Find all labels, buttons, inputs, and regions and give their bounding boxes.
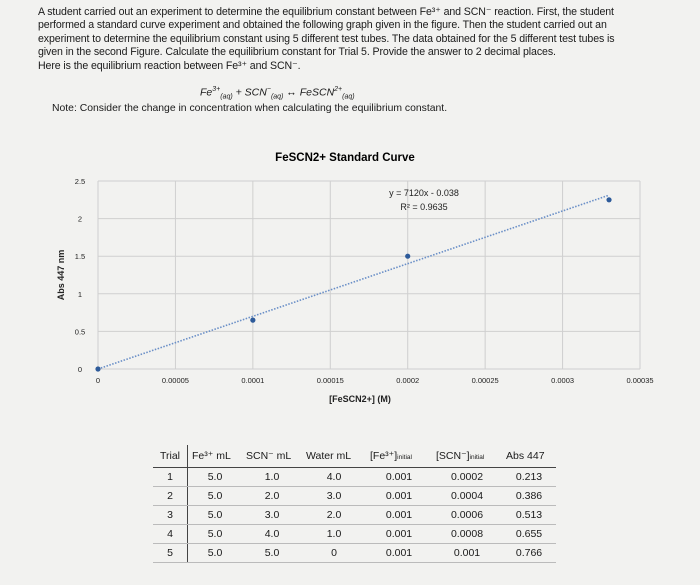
reactant-scn-state: (aq)	[270, 93, 284, 101]
cell-fe: 5.0	[188, 487, 243, 506]
cell-fe: 5.0	[188, 544, 243, 563]
reactant-scn: + SCN	[232, 86, 267, 99]
cell-trial: 2	[153, 487, 188, 506]
cell-abs: 0.213	[502, 468, 556, 487]
product-state: (aq)	[342, 93, 355, 101]
table-body	[153, 468, 556, 563]
cell-trial: 5	[153, 544, 188, 563]
table-row	[153, 506, 556, 525]
cell-trial: 1	[153, 468, 188, 487]
trendline-equation: y = 7120x - 0.038	[389, 188, 459, 198]
chart-title: FeSCN2+ Standard Curve	[275, 152, 415, 164]
header-fe-initial	[366, 445, 432, 468]
table-row	[153, 468, 556, 487]
cell-abs: 0.513	[502, 506, 556, 525]
header-water-ml: Water mL	[302, 445, 366, 468]
table-row	[153, 525, 556, 544]
cell-scn-init: 0.001	[432, 544, 502, 563]
cell-fe-init: 0.001	[366, 506, 432, 525]
cell-water: 0	[302, 544, 366, 563]
cell-water: 3.0	[302, 487, 366, 506]
header-fe-initial-sub: initial	[397, 454, 412, 461]
header-fe-initial-main: [Fe³⁺]	[370, 450, 398, 462]
cell-fe-init: 0.001	[366, 544, 432, 563]
y-tick-label: 1.5	[74, 252, 86, 262]
table-row	[153, 487, 556, 506]
trendline	[98, 195, 609, 369]
y-axis-ticks	[75, 177, 85, 374]
question-line: Here is the equilibrium reaction between Fe³⁺ and SCN⁻.	[38, 59, 301, 72]
x-tick-label: 0.00015	[316, 376, 344, 385]
cell-scn: 1.0	[242, 468, 302, 487]
question-line: experiment to determine the equilibrium constant using 5 different test tubes. The data obtained for the 5 different test tubes is	[38, 32, 615, 45]
header-scn-initial-sub: initial	[469, 454, 485, 461]
question-text	[38, 6, 658, 73]
header-scn-ml: SCN⁻ mL	[242, 445, 302, 468]
data-point	[95, 366, 100, 371]
cell-scn-init: 0.0006	[432, 506, 502, 525]
reactant-fe: Fe	[200, 86, 213, 99]
reactant-scn-charge: −	[266, 86, 271, 93]
header-scn-initial-main: [SCN⁻]	[436, 450, 470, 462]
cell-scn: 2.0	[242, 487, 302, 506]
y-tick-label: 2	[77, 214, 83, 224]
x-tick-label: 0.00035	[626, 376, 654, 385]
cell-scn-init: 0.0008	[432, 525, 502, 544]
table-header-row	[153, 445, 556, 468]
data-points	[95, 197, 611, 371]
reaction-equation	[200, 86, 355, 101]
product-charge: 2+	[334, 86, 343, 93]
cell-water: 1.0	[302, 525, 366, 544]
x-tick-label: 0.0001	[241, 376, 265, 385]
y-tick-label: 1	[77, 289, 83, 299]
cell-scn: 5.0	[242, 544, 302, 563]
y-tick-label: 0.5	[74, 327, 86, 337]
cell-fe: 5.0	[188, 468, 243, 487]
header-trial: Trial	[153, 445, 188, 468]
reactant-fe-state: (aq)	[220, 93, 233, 101]
question-line: performed a standard curve experiment and obtained the following graph given in the figure. Then the student carried out an	[38, 19, 607, 32]
header-fe-ml: Fe³⁺ mL	[188, 445, 243, 468]
cell-water: 2.0	[302, 506, 366, 525]
trial-data-table	[153, 445, 556, 563]
x-tick-label: 0.00005	[161, 376, 189, 385]
trendline-group	[98, 195, 609, 369]
cell-abs: 0.766	[502, 544, 556, 563]
header-abs: Abs 447	[502, 445, 556, 468]
table-row	[153, 544, 556, 563]
x-tick-label: 0.0003	[551, 376, 575, 385]
cell-scn-init: 0.0004	[432, 487, 502, 506]
cell-fe-init: 0.001	[366, 487, 432, 506]
question-line: given in the second Figure. Calculate the equilibrium constant for Trial 5. Provide the answer to 2 decimal places.	[38, 46, 556, 59]
r-squared-label: R² = 0.9635	[400, 202, 448, 212]
data-point	[606, 197, 611, 202]
data-point	[250, 318, 255, 323]
reactant-fe-charge: 3+	[212, 86, 221, 93]
cell-fe: 5.0	[188, 525, 243, 544]
x-tick-label: 0.00025	[471, 376, 499, 385]
cell-trial: 4	[153, 525, 188, 544]
cell-trial: 3	[153, 506, 188, 525]
cell-water: 4.0	[302, 468, 366, 487]
y-axis-label: Abs 447 nm	[56, 249, 66, 301]
x-axis-ticks	[96, 376, 654, 385]
cell-abs: 0.655	[502, 525, 556, 544]
cell-fe-init: 0.001	[366, 468, 432, 487]
standard-curve-chart	[0, 140, 700, 410]
header-scn-initial	[432, 445, 502, 468]
cell-fe-init: 0.001	[366, 525, 432, 544]
y-tick-label: 2.5	[74, 177, 86, 186]
cell-fe: 5.0	[188, 506, 243, 525]
product-fescn: ↔ FeSCN	[283, 86, 335, 99]
cell-scn-init: 0.0002	[432, 468, 502, 487]
question-line: A student carried out an experiment to determine the equilibrium constant between Fe³⁺ and SCN⁻ reaction. First, the student	[38, 6, 614, 18]
chart-grid	[98, 181, 640, 369]
cell-scn: 4.0	[242, 525, 302, 544]
cell-scn: 3.0	[242, 506, 302, 525]
x-axis-label: [FeSCN2+] (M)	[329, 394, 391, 404]
x-tick-label: 0	[95, 376, 101, 385]
data-point	[405, 254, 410, 259]
note-text: Note: Consider the change in concentration when calculating the equilibrium constant.	[52, 103, 448, 114]
x-tick-label: 0.0002	[396, 376, 420, 385]
y-tick-label: 0	[77, 365, 83, 374]
cell-abs: 0.386	[502, 487, 556, 506]
